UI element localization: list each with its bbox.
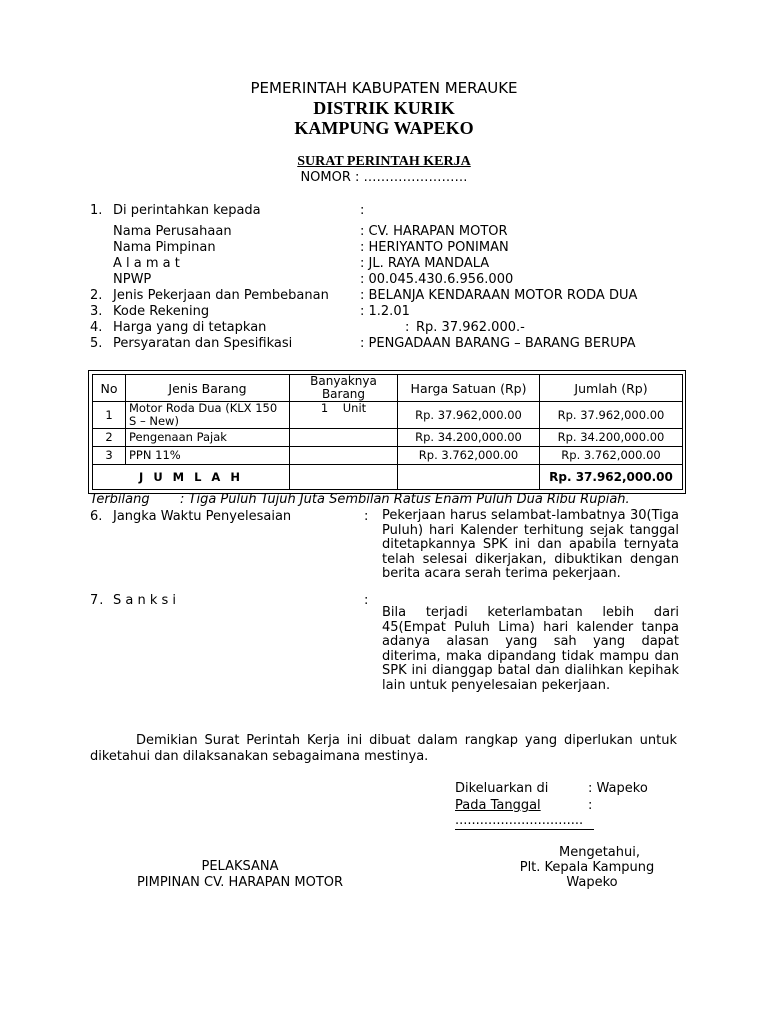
cell-unit-price: Rp. 37.962,000.00 (398, 402, 540, 429)
issued-place-label: Dikeluarkan di (455, 781, 549, 796)
table-header-qty: Banyaknya Barang (290, 375, 398, 402)
cell-amount: Rp. 3.762,000.00 (540, 447, 683, 465)
item-value: : 1.2.01 (360, 304, 410, 319)
item-value: : (405, 320, 410, 335)
item7-description: Bila terjadi keterlambatan lebih dari 45(Empat Puluh Lima) hari kalender tanpa adanya alasan yang sah yang dapat diterima, maka dipandang tidak mampu dan SPK ini dianggap batal dan dialihkan kepihak lain untuk penyelesaian pekerjaan. (382, 605, 679, 693)
cell-amount: Rp. 34.200,000.00 (540, 429, 683, 447)
cell-qty (290, 429, 398, 447)
item-value: : JL. RAYA MANDALA (360, 256, 490, 271)
cell-no: 1 (93, 402, 126, 429)
item-label: A l a m a t (113, 256, 180, 271)
cell-item: PPN 11% (126, 447, 290, 465)
cell-qty: 1 Unit (290, 402, 398, 429)
item6-label: Jangka Waktu Penyelesaian (113, 509, 292, 524)
cell-unit-price: Rp. 3.762,000.00 (398, 447, 540, 465)
sign-right-line2: Plt. Kepala Kampung (519, 860, 655, 875)
item-number: 5. (90, 336, 103, 351)
item7-colon: : (364, 593, 369, 608)
item-value: : PENGADAAN BARANG – BARANG BERUPA (360, 336, 636, 351)
cell-item: Motor Roda Dua (KLX 150 S – New) (126, 402, 290, 429)
table-header-item: Jenis Barang (126, 375, 290, 402)
document-title: SURAT PERINTAH KERJA (297, 154, 471, 169)
item6-description: Pekerjaan harus selambat-lambatnya 30(Tiga Puluh) hari Kalender terhitung sejak tanggal ditetapkannya SPK ini dan apabila ternyata telah selesai dikerjakan, dibuktikan dengan berita acara serah terima pekerjaan. (382, 508, 679, 581)
cell-no: 2 (93, 429, 126, 447)
item-number: 4. (90, 320, 103, 335)
item-value: : CV. HARAPAN MOTOR (360, 224, 508, 239)
item7-label: S a n k s i (113, 593, 177, 608)
table-row (93, 447, 683, 465)
sign-left-line2: PIMPINAN CV. HARAPAN MOTOR (136, 875, 344, 890)
sign-right-line3: Wapeko (566, 875, 618, 890)
cell-amount: Rp. 37.962,000.00 (540, 402, 683, 429)
issued-place-value: : Wapeko (588, 781, 648, 796)
signature-divider (455, 829, 594, 830)
item6-colon: : (364, 509, 369, 524)
table-row (93, 402, 683, 429)
cell-empty (290, 465, 398, 490)
sign-left-line1: PELAKSANA (201, 859, 279, 874)
issued-date-dots: ............................... (455, 813, 584, 828)
table-total-row (93, 465, 683, 490)
item6-number: 6. (90, 509, 103, 524)
terbilang-label: Terbilang (90, 492, 150, 507)
item-label: Persyaratan dan Spesifikasi (113, 336, 293, 351)
header-government: PEMERINTAH KABUPATEN MERAUKE (250, 79, 518, 97)
item-value: : BELANJA KENDARAAN MOTOR RODA DUA (360, 288, 638, 303)
item-number: 1. (90, 203, 103, 218)
item-value: : (360, 203, 365, 218)
goods-table (88, 370, 686, 494)
cell-empty (398, 465, 540, 490)
item-number: 2. (90, 288, 103, 303)
item-value-price: Rp. 37.962.000.- (416, 320, 525, 335)
item-value: : 00.045.430.6.956.000 (360, 272, 514, 287)
item-number: 3. (90, 304, 103, 319)
item-label: NPWP (113, 272, 152, 287)
item-label: Harga yang di tetapkan (113, 320, 267, 335)
cell-qty (290, 447, 398, 465)
table-header-no: No (93, 375, 126, 402)
terbilang-text: : Tiga Puluh Tujuh Juta Sembilan Ratus Enam Puluh Dua Ribu Rupiah. (180, 492, 630, 507)
header-district: DISTRIK KURIK (313, 98, 455, 118)
document-number: NOMOR : …………………… (300, 170, 468, 185)
total-value: Rp. 37.962,000.00 (540, 465, 683, 490)
table-header-unit-price: Harga Satuan (Rp) (398, 375, 540, 402)
header-village: KAMPUNG WAPEKO (294, 118, 474, 138)
issued-date-label: Pada Tanggal : (455, 798, 593, 813)
closing-paragraph: Demikian Surat Perintah Kerja ini dibuat dalam rangkap yang diperlukan untuk diketahui dan dilaksanakan sebagaimana mestinya. (90, 733, 677, 764)
cell-unit-price: Rp. 34.200,000.00 (398, 429, 540, 447)
item-label: Jenis Pekerjaan dan Pembebanan (113, 288, 329, 303)
item-label: Kode Rekening (113, 304, 210, 319)
table-row (93, 429, 683, 447)
item7-number: 7. (90, 593, 105, 608)
item-label: Di perintahkan kepada (113, 203, 261, 218)
item-value: : HERIYANTO PONIMAN (360, 240, 509, 255)
item-label: Nama Perusahaan (113, 224, 232, 239)
cell-no: 3 (93, 447, 126, 465)
sign-right-line1: Mengetahui, (559, 845, 640, 860)
item-label: Nama Pimpinan (113, 240, 216, 255)
cell-item: Pengenaan Pajak (126, 429, 290, 447)
total-label: J U M L A H (93, 465, 290, 490)
table-header-amount: Jumlah (Rp) (540, 375, 683, 402)
